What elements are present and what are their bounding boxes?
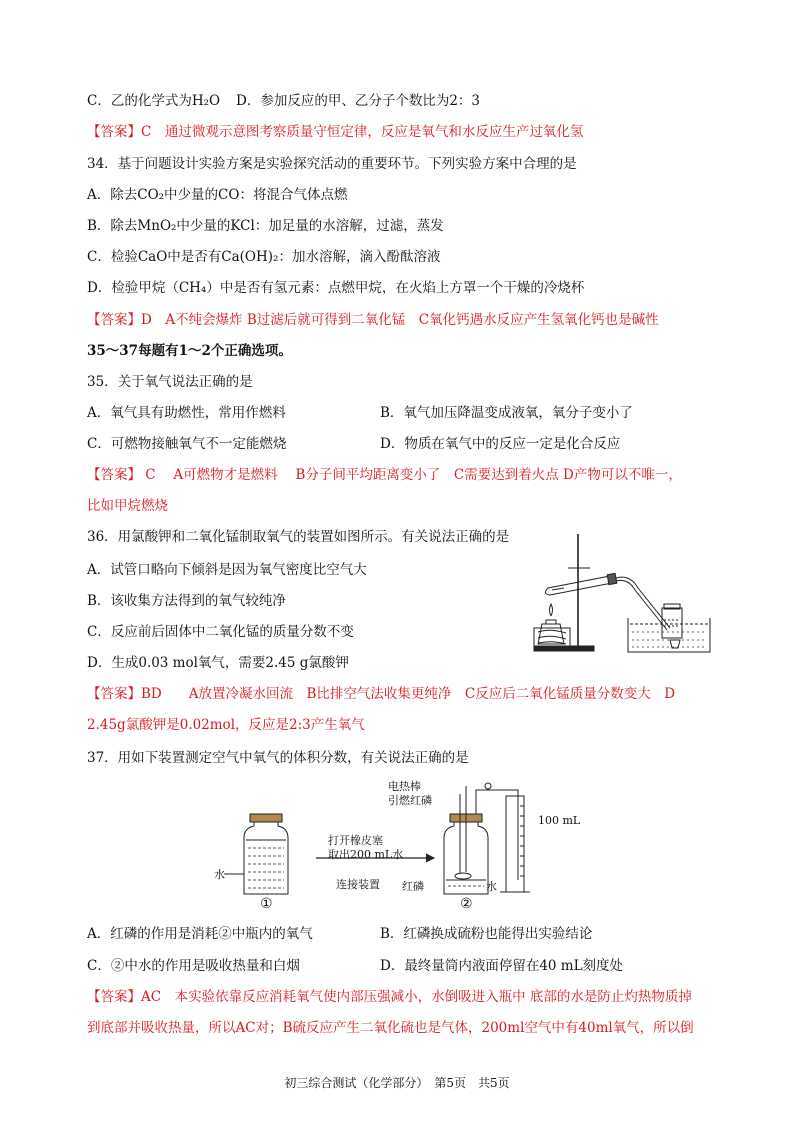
q36-answer-line2: 2.45g氯酸钾是0.02mol，反应是2:3产生氧气 bbox=[87, 717, 365, 733]
fig-step-top1: 打开橡皮塞 bbox=[328, 834, 383, 847]
q33-option-d: D．参加反应的甲、乙分子个数比为2：3 bbox=[236, 93, 481, 109]
q35-option-c: C．可燃物接触氧气不一定能燃烧 bbox=[87, 436, 287, 452]
fig-cylinder-label: 100 mL bbox=[538, 814, 581, 827]
q37-option-b: B．红磷换成硫粉也能得出实验结论 bbox=[380, 926, 593, 942]
q33-answer: 【答案】C 通过微观示意图考察质量守恒定律，反应是氧气和水反应生产过氧化氢 bbox=[87, 124, 584, 140]
fig-rod-label1: 电热棒 bbox=[388, 780, 421, 793]
page-footer: 初三综合测试（化学部分） 第5页 共5页 bbox=[284, 1076, 510, 1090]
air-oxygen-figure bbox=[200, 776, 581, 916]
q36-option-d: D．生成0.03 mol氧气，需要2.45 g氯酸钾 bbox=[87, 655, 349, 671]
q37-answer-line2: 到底部并吸收热量，所以AC对；B硫反应产生二氧化硫也是气体，200ml空气中有40ml氧气，所以倒 bbox=[87, 1020, 694, 1036]
q36-stem: 36．用氯酸钾和二氧化锰制取氧气的装置如图所示。有关说法正确的是 bbox=[87, 529, 510, 545]
section-note: 35～37每题有1～2个正确选项。 bbox=[87, 343, 292, 359]
q33-option-c: C．乙的化学式为H₂O bbox=[87, 93, 221, 109]
q34-option-c: C．检验CaO中是否有Ca(OH)₂：加水溶解，滴入酚酞溶液 bbox=[87, 249, 441, 265]
q34-option-b: B．除去MnO₂中少量的KCl：加足量的水溶解，过滤，蒸发 bbox=[87, 218, 444, 234]
q35-option-d: D．物质在氧气中的反应一定是化合反应 bbox=[380, 436, 621, 452]
q35-answer-line2: 比如甲烷燃烧 bbox=[87, 498, 168, 514]
fig-water-label: 水 bbox=[214, 868, 225, 881]
oxygen-apparatus-figure bbox=[520, 528, 712, 658]
q34-answer: 【答案】D A不纯会爆炸 B过滤后就可得到二氧化锰 C氧化钙遇水反应产生氢氧化钙也是碱性 bbox=[87, 312, 659, 328]
q36-option-b: B．该收集方法得到的氧气较纯净 bbox=[87, 593, 286, 609]
fig-water2-label: 水 bbox=[486, 880, 497, 893]
q34-option-a: A．除去CO₂中少量的CO：将混合气体点燃 bbox=[87, 187, 348, 203]
fig-label-2: ② bbox=[460, 896, 473, 912]
q35-stem: 35．关于氧气说法正确的是 bbox=[87, 374, 253, 390]
fig-step-bottom: 连接装置 bbox=[336, 878, 380, 891]
q37-answer-line1: 【答案】AC 本实验依靠反应消耗氧气使内部压强减小，水倒吸进入瓶中 底部的水是防止灼热物质掉 bbox=[87, 989, 692, 1005]
fig-rod-label2: 引燃红磷 bbox=[388, 794, 432, 807]
q37-option-a: A．红磷的作用是消耗②中瓶内的氧气 bbox=[87, 926, 313, 942]
q34-stem: 34．基于问题设计实验方案是实验探究活动的重要环节。下列实验方案中合理的是 bbox=[87, 156, 577, 172]
q36-option-c: C．反应前后固体中二氧化锰的质量分数不变 bbox=[87, 624, 354, 640]
q37-stem: 37．用如下装置测定空气中氧气的体积分数，有关说法正确的是 bbox=[87, 750, 469, 766]
q36-answer-line1: 【答案】BD A放置冷凝水回流 B比排空气法收集更纯净 C反应后二氧化锰质量分数变大 D bbox=[87, 686, 676, 702]
q34-option-d: D．检验甲烷（CH₄）中是否有氢元素：点燃甲烷，在火焰上方罩一个干燥的冷烧杯 bbox=[87, 280, 585, 296]
q35-option-b: B．氧气加压降温变成液氧，氧分子变小了 bbox=[380, 405, 633, 421]
fig-label-1: ① bbox=[260, 896, 273, 912]
fig-step-top2: 取出200 mL水 bbox=[328, 848, 404, 861]
q37-option-d: D．最终量筒内液面停留在40 mL刻度处 bbox=[380, 958, 624, 974]
q37-option-c: C．②中水的作用是吸收热量和白烟 bbox=[87, 958, 300, 974]
q35-answer-line1: 【答案】 C A可燃物才是燃料 B分子间平均距离变小了 C需要达到着火点 D产物可以不唯一， bbox=[87, 467, 682, 483]
q36-option-a: A．试管口略向下倾斜是因为氧气密度比空气大 bbox=[87, 562, 367, 578]
q35-option-a: A．氧气具有助燃性，常用作燃料 bbox=[87, 405, 286, 421]
fig-phosphorus-label: 红磷 bbox=[402, 880, 424, 893]
